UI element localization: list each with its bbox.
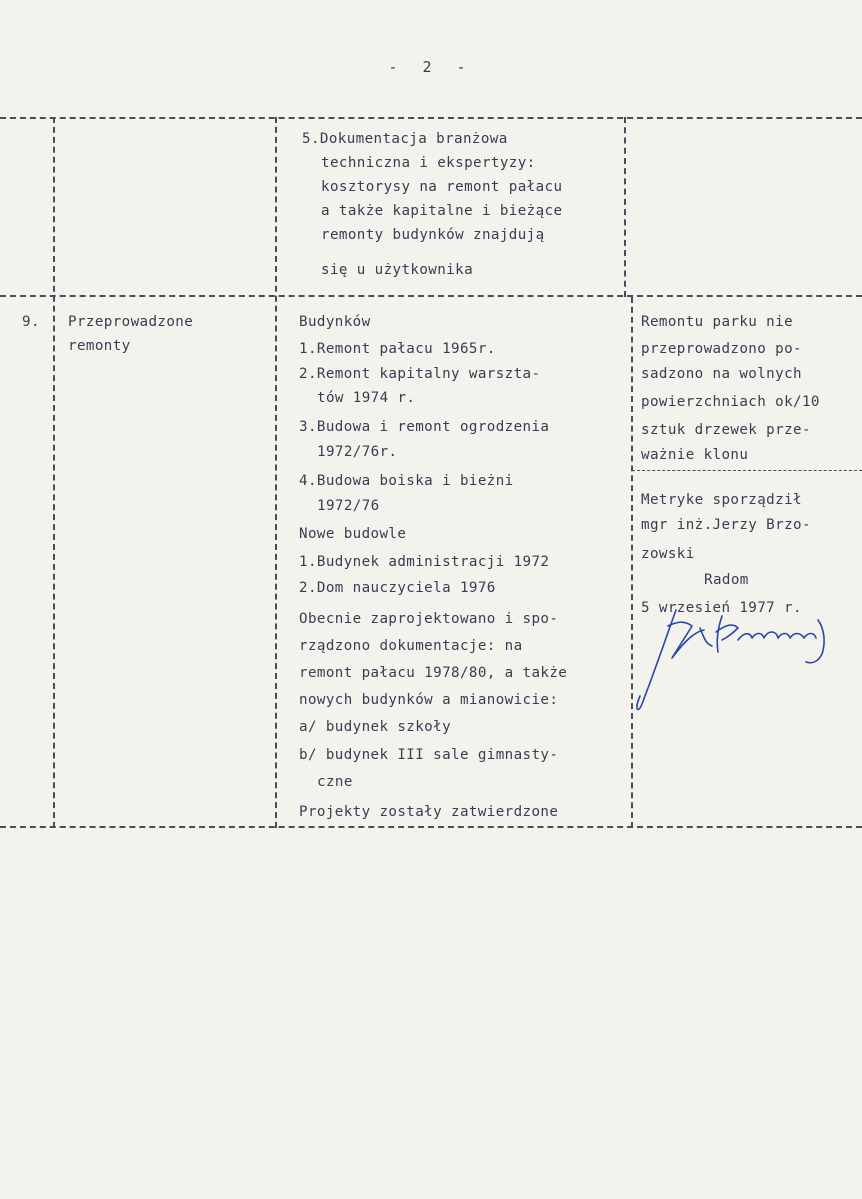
text-line: a/ budynek szkoły (299, 719, 452, 735)
column-rule-1 (53, 117, 55, 828)
text-line: Obecnie zaprojektowano i spo- (299, 611, 559, 627)
column-rule-3-lower (631, 297, 633, 828)
text-line: sztuk drzewek prze- (641, 422, 811, 438)
text-line: 2.Dom nauczyciela 1976 (299, 580, 496, 596)
text-line: Nowe budowle (299, 526, 407, 542)
column-rule-3-upper (624, 117, 626, 297)
text-line: sadzono na wolnych (641, 366, 802, 382)
row-number: 9. (22, 314, 40, 330)
place-text: Radom (704, 572, 749, 588)
text-line: techniczna i ekspertyzy: (321, 155, 536, 171)
text-line: nowych budynków a mianowicie: (299, 692, 559, 708)
text-line: ważnie klonu (641, 447, 749, 463)
text-line: Metryke sporządził (641, 492, 802, 508)
page-number: - 2 - (388, 58, 474, 76)
text-line: 1972/76r. (317, 444, 398, 460)
text-line: remont pałacu 1978/80, a także (299, 665, 568, 681)
text-line: 1.Budynek administracji 1972 (299, 554, 550, 570)
date-text: 5 wrzesień 1977 r. (641, 600, 802, 616)
handwritten-signature (628, 592, 848, 722)
text-line: Projekty zostały zatwierdzone (299, 804, 559, 820)
text-line: powierzchniach ok/10 (641, 394, 820, 410)
text-line: rządzono dokumentacje: na (299, 638, 523, 654)
text-line: przeprowadzono po- (641, 341, 802, 357)
text-line: a także kapitalne i bieżące (321, 203, 563, 219)
cell-divider-rule (632, 470, 862, 471)
column-rule-2 (275, 117, 277, 828)
row-divider-rule (0, 295, 862, 297)
text-line: 1.Remont pałacu 1965r. (299, 341, 496, 357)
text-line: Przeprowadzone (68, 314, 194, 330)
text-line: remonty (68, 338, 131, 354)
text-line: 1972/76 (317, 498, 380, 514)
text-line: kosztorysy na remont pałacu (321, 179, 563, 195)
text-line: Budynków (299, 314, 371, 330)
text-line: remonty budynków znajdują (321, 227, 545, 243)
table-top-rule (0, 117, 862, 119)
text-line: zowski (641, 546, 695, 562)
text-line: się u użytkownika (321, 262, 474, 278)
text-line: 4.Budowa boiska i bieżni (299, 473, 514, 489)
text-line: 2.Remont kapitalny warszta- (299, 366, 541, 382)
text-line: 3.Budowa i remont ogrodzenia (299, 419, 550, 435)
table-bottom-rule (0, 826, 862, 828)
text-line: tów 1974 r. (317, 390, 416, 406)
text-line: b/ budynek III sale gimnasty- (299, 747, 559, 763)
text-line: 5.Dokumentacja branżowa (302, 131, 508, 147)
text-line: mgr inż.Jerzy Brzo- (641, 517, 811, 533)
text-line: Remontu parku nie (641, 314, 794, 330)
text-line: czne (317, 774, 353, 790)
